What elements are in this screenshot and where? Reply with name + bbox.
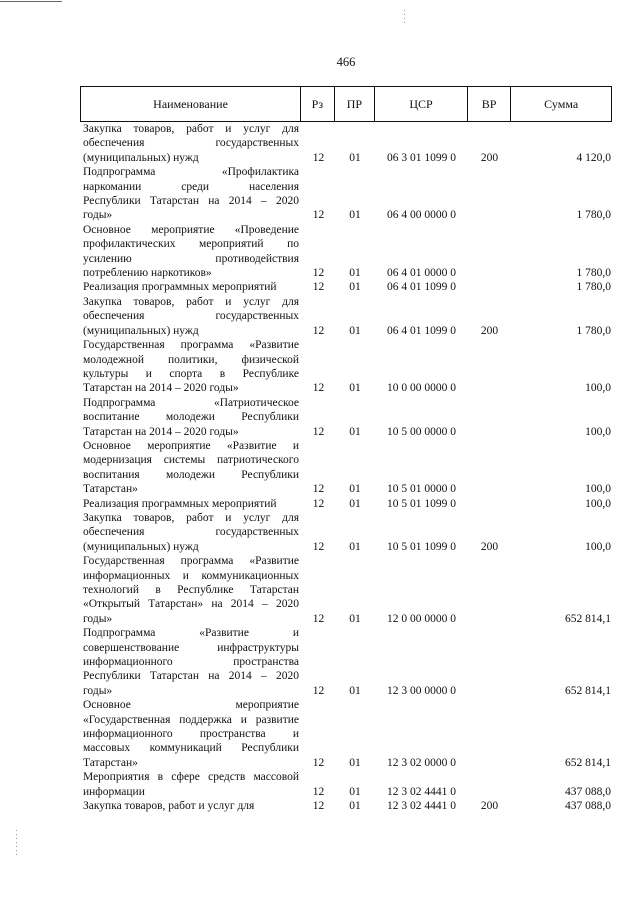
table-row [80, 338, 612, 396]
row-rz: 12 [312, 756, 325, 769]
row-csr: 06 4 01 0000 0 [387, 267, 456, 280]
table-row [80, 698, 612, 770]
row-name-line: Закупка товаров, работ и услуг для [83, 295, 299, 308]
row-name-line: обеспечения государственных [83, 310, 299, 323]
row-name-line: (муниципальных) нужд [83, 324, 199, 337]
page-number: 466 [336, 55, 356, 69]
table-row [80, 511, 612, 554]
row-name-line: Основное мероприятие «Развитие и [83, 439, 299, 452]
row-name-line: «Государственная поддержка и развитие [83, 713, 299, 726]
row-rz: 12 [312, 800, 325, 813]
table-header [80, 86, 612, 122]
row-name-line: обеспечения государственных [83, 137, 299, 150]
row-name-line: воспитание молодежи Республики [83, 411, 299, 424]
row-csr: 12 3 02 0000 0 [387, 756, 456, 769]
row-name-line: Подпрограмма «Патриотическое [83, 396, 299, 409]
row-csr: 10 5 01 1099 0 [387, 497, 456, 510]
row-sum: 4 120,0 [576, 151, 611, 164]
row-name [80, 554, 302, 626]
row-name-line: информационных и коммуникационных [83, 569, 299, 582]
row-csr: 10 5 01 1099 0 [387, 540, 456, 553]
row-name [80, 280, 302, 294]
header-sum: Сумма [510, 87, 611, 121]
row-csr: 12 3 00 0000 0 [387, 684, 456, 697]
row-rz: 12 [312, 612, 325, 625]
table-row [80, 295, 612, 338]
row-csr: 10 0 00 0000 0 [387, 382, 456, 395]
table-row [80, 497, 612, 511]
row-vr: 200 [480, 540, 499, 553]
row-sum: 1 780,0 [576, 281, 611, 294]
row-pr: 01 [349, 684, 361, 697]
row-name [80, 122, 302, 165]
row-csr: 10 5 01 0000 0 [387, 483, 456, 496]
row-pr: 01 [349, 382, 361, 395]
table-row [80, 554, 612, 626]
table-row [80, 799, 612, 813]
row-vr: 200 [480, 800, 499, 813]
row-pr: 01 [349, 785, 361, 798]
row-name-line: годы» [83, 684, 113, 697]
row-name-line: совершенствование инфраструктуры [83, 641, 299, 654]
scan-dots [16, 830, 17, 856]
row-name-line: Татарстан» [83, 756, 138, 769]
header-rz: Рз [300, 87, 334, 121]
table-body [80, 122, 612, 814]
row-sum: 652 814,1 [565, 612, 611, 625]
row-pr: 01 [349, 267, 361, 280]
row-name [80, 511, 302, 554]
row-name [80, 165, 302, 223]
row-name-line: годы» [83, 612, 113, 625]
row-pr: 01 [349, 281, 361, 294]
row-sum: 652 814,1 [565, 756, 611, 769]
row-name [80, 497, 302, 511]
row-rz: 12 [312, 324, 325, 337]
row-sum: 652 814,1 [565, 684, 611, 697]
row-name-line: Закупка товаров, работ и услуг для [83, 123, 299, 135]
row-rz: 12 [312, 267, 325, 280]
budget-table [80, 86, 612, 814]
table-row [80, 770, 612, 799]
row-pr: 01 [349, 483, 361, 496]
row-csr: 10 5 00 0000 0 [387, 425, 456, 438]
row-pr: 01 [349, 209, 361, 222]
row-rz: 12 [312, 684, 325, 697]
row-rz: 12 [312, 497, 325, 510]
row-name-line: Реализация программных мероприятий [83, 497, 277, 510]
row-sum: 100,0 [585, 483, 611, 496]
row-pr: 01 [349, 151, 361, 164]
row-vr: 200 [480, 151, 499, 164]
row-csr: 06 4 01 1099 0 [387, 281, 456, 294]
header-vr: ВР [467, 87, 510, 121]
row-name-line: информации [83, 785, 145, 798]
row-name-line: Закупка товаров, работ и услуг для [83, 511, 299, 524]
row-name-line: Мероприятия в сфере средств массовой [83, 771, 299, 784]
row-name-line: потреблению наркотиков» [83, 267, 212, 280]
row-pr: 01 [349, 497, 361, 510]
row-csr: 12 0 00 0000 0 [387, 612, 456, 625]
row-sum: 1 780,0 [576, 267, 611, 280]
row-name-line: «Открытый Татарстан» на 2014 – 2020 [83, 598, 299, 611]
row-name [80, 295, 302, 338]
row-name-line: усилению противодействия [83, 252, 299, 265]
scan-dots [404, 10, 405, 26]
row-rz: 12 [312, 151, 325, 164]
table-row [80, 439, 612, 497]
row-sum: 437 088,0 [565, 800, 611, 813]
row-name [80, 439, 302, 497]
table-row [80, 122, 612, 165]
header-pr: ПР [334, 87, 374, 121]
row-name [80, 698, 302, 770]
row-name [80, 396, 302, 439]
row-name [80, 223, 302, 281]
row-name-line: Основное мероприятие [83, 699, 299, 712]
header-csr: ЦСР [374, 87, 467, 121]
row-name-line: годы» [83, 209, 113, 222]
row-pr: 01 [349, 540, 361, 553]
row-csr: 12 3 02 4441 0 [387, 800, 456, 813]
top-rule [0, 1, 62, 2]
row-sum: 1 780,0 [576, 324, 611, 337]
row-name-line: Татарстан» [83, 483, 138, 496]
row-rz: 12 [312, 281, 325, 294]
row-rz: 12 [312, 483, 325, 496]
row-sum: 100,0 [585, 425, 611, 438]
row-csr: 12 3 02 4441 0 [387, 785, 456, 798]
row-pr: 01 [349, 324, 361, 337]
row-pr: 01 [349, 425, 361, 438]
row-name [80, 770, 302, 799]
row-name-line: молодежной политики, физической [83, 353, 299, 366]
row-name-line: Реализация программных мероприятий [83, 281, 277, 294]
row-rz: 12 [312, 540, 325, 553]
row-name-line: культуры и спорта в Республике [83, 367, 299, 380]
row-name-line: воспитания молодежи Республики [83, 468, 299, 481]
row-name-line: информационного пространства [83, 656, 299, 669]
table-row [80, 223, 612, 281]
row-sum: 100,0 [585, 540, 611, 553]
table-row [80, 165, 612, 223]
row-pr: 01 [349, 800, 361, 813]
row-name-line: модернизация системы патриотического [83, 454, 299, 467]
row-name-line: Основное мероприятие «Проведение [83, 223, 299, 236]
row-rz: 12 [312, 382, 325, 395]
row-name-line: Государственная программа «Развитие [83, 339, 299, 352]
header-name: Наименование [153, 96, 228, 111]
row-name-line: Республики Татарстан на 2014 – 2020 [83, 670, 299, 683]
row-name-line: обеспечения государственных [83, 526, 299, 539]
row-csr: 06 3 01 1099 0 [387, 151, 456, 164]
row-sum: 100,0 [585, 382, 611, 395]
row-name-line: Подпрограмма «Развитие и [83, 627, 299, 640]
row-name [80, 338, 302, 396]
row-sum: 1 780,0 [576, 209, 611, 222]
table-row [80, 626, 612, 698]
row-pr: 01 [349, 756, 361, 769]
table-row [80, 396, 612, 439]
row-name-line: Татарстан на 2014 – 2020 годы» [83, 425, 239, 438]
row-name-line: Государственная программа «Развитие [83, 555, 299, 568]
row-rz: 12 [312, 425, 325, 438]
row-pr: 01 [349, 612, 361, 625]
row-sum: 100,0 [585, 497, 611, 510]
row-name-line: (муниципальных) нужд [83, 540, 199, 553]
row-name-line: технологий в Республике Татарстан [83, 584, 299, 596]
row-csr: 06 4 00 0000 0 [387, 209, 456, 222]
row-name-line: Татарстан на 2014 – 2020 годы» [83, 382, 239, 395]
row-vr: 200 [480, 324, 499, 337]
row-name-line: наркомании среди населения [83, 180, 299, 193]
row-name-line: (муниципальных) нужд [83, 151, 199, 164]
row-name [80, 799, 302, 813]
row-name-line: профилактических мероприятий по [83, 238, 299, 251]
row-name-line: Закупка товаров, работ и услуг для [83, 800, 255, 813]
row-name-line: Подпрограмма «Профилактика [83, 166, 299, 179]
row-name-line: Республики Татарстан на 2014 – 2020 [83, 195, 299, 208]
row-rz: 12 [312, 785, 325, 798]
row-rz: 12 [312, 209, 325, 222]
row-sum: 437 088,0 [565, 785, 611, 798]
row-name-line: массовых коммуникаций Республики [83, 742, 299, 755]
table-row [80, 280, 612, 294]
row-name [80, 626, 302, 698]
row-name-line: информационного пространства и [83, 728, 299, 741]
row-csr: 06 4 01 1099 0 [387, 324, 456, 337]
